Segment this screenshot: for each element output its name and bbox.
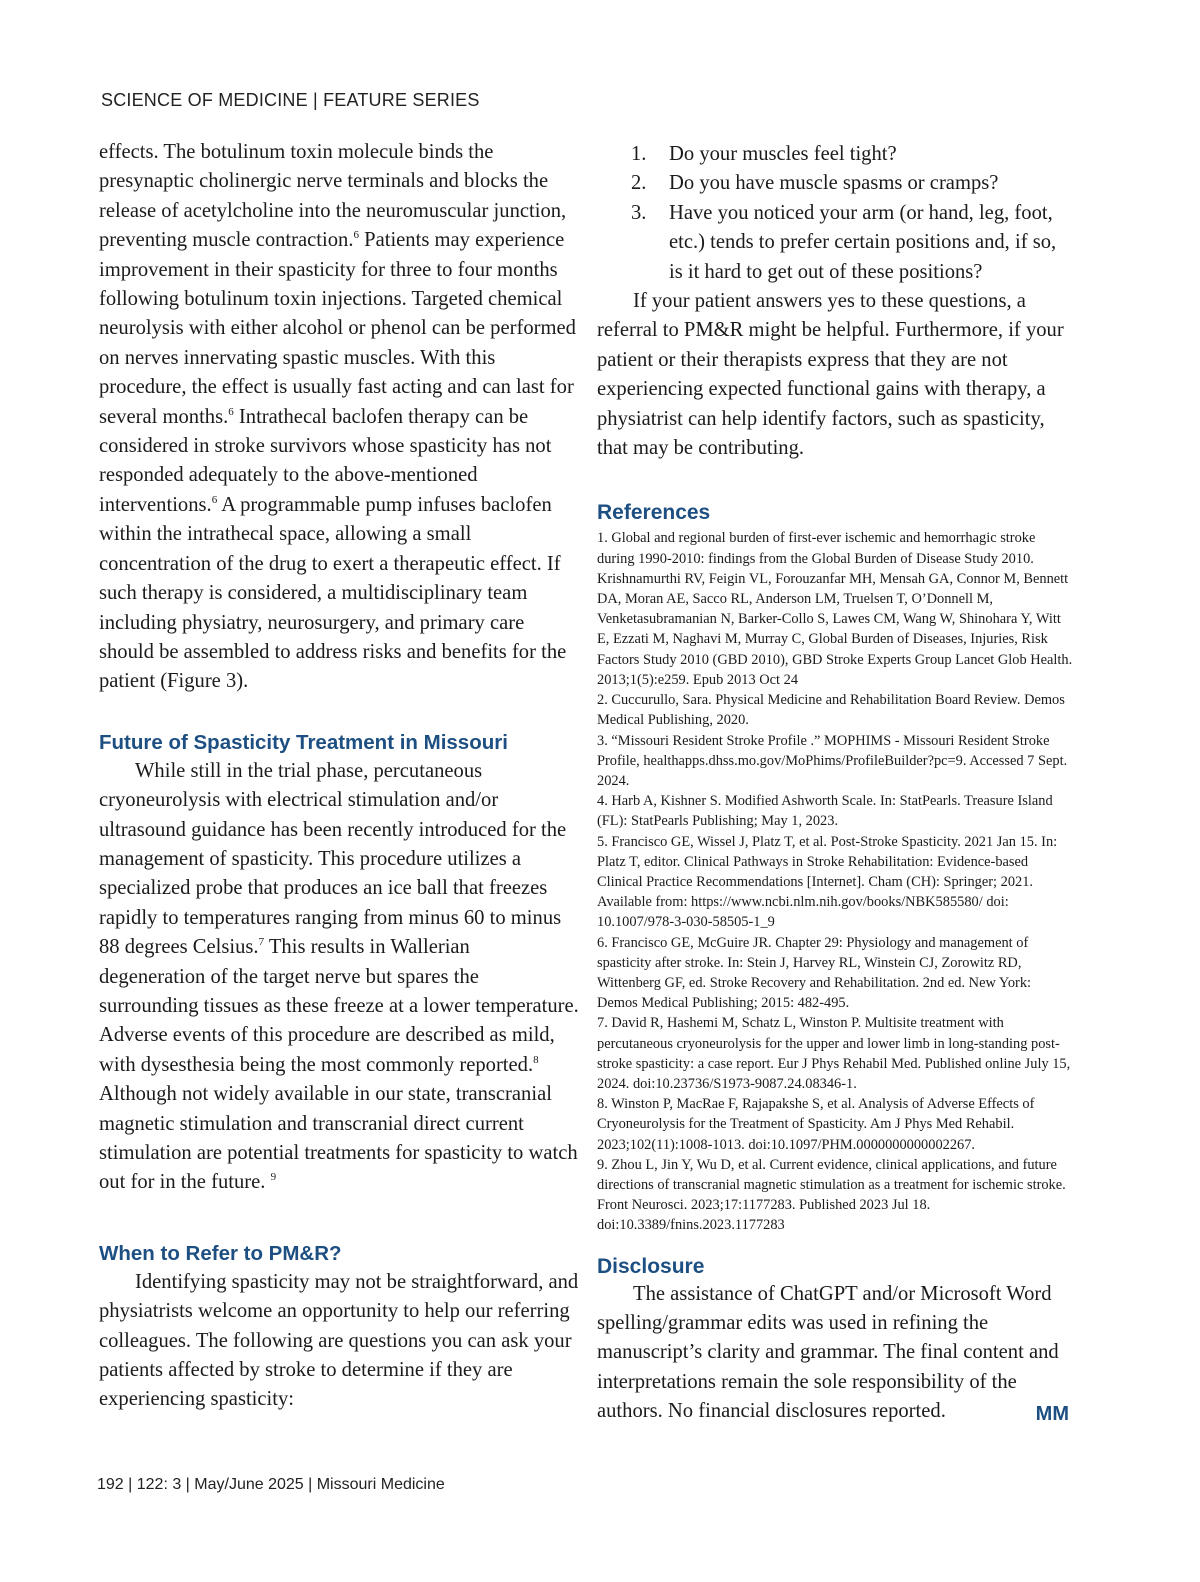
citation: 6: [353, 229, 359, 242]
citation: 6: [228, 405, 234, 418]
list-item: 1. Do your muscles feel tight?: [631, 143, 897, 165]
citation: 7: [258, 936, 265, 949]
refer-heading: When to Refer to PM&R?: [99, 1241, 342, 1265]
references-heading: References: [597, 501, 711, 525]
refer-paragraph: Identifying spasticity may not be straightforward, and physiatrists welcome an opportunity to help our referring colleagues. The following are questions you can ask your patients affected by stroke to determine if they are experiencing spasticity:: [99, 1270, 579, 1411]
referral-paragraph: If your patient answers yes to these questions, a referral to PM&R might be helpful. Furthermore, if your patient or their therapists express that they are not experiencing expected functional gains with therapy, a physiatrist can help identify factors, such as spasticity, that may be contributing.: [597, 290, 1064, 460]
reference-item: 2. Cuccurullo, Sara. Physical Medicine and Rehabilitation Board Review. Demos Medical Publishing, 2020.: [597, 692, 1065, 729]
reference-item: 4. Harb A, Kishner S. Modified Ashworth Scale. In: StatPearls. Treasure Island (FL): StatPearls Publishing; May 1, 2023.: [597, 793, 1053, 830]
end-mark: MM: [1035, 1402, 1069, 1425]
reference-item: 3. “Missouri Resident Stroke Profile .” MOPHIMS - Missouri Resident Stroke Profile, healthapps.dhss.mo.gov/MoPhims/ProfileBuilder?pc=9. Accessed 7 Sept. 2024.: [597, 732, 1068, 789]
future-paragraph: While still in the trial phase, percutaneous cryoneurolysis with electrical stimulation and/or ultrasound guidance has been recently introduced for the management of spasticity. This procedure utilizes a specialized probe that produces an ice ball that freezes rapidly to temperatures ranging from minus 60 to minus 88 degrees Celsius.$^7$ This results in Wallerian degeneration of the target nerve but spares the surrounding tissues as these freeze at a lower temperature. Adverse events of this procedure are described as mild, with dysesthesia being the most commonly reported.$^8$ Although not widely available in our state, transcranial magnetic stimulation and transcranial direct current stimulation are potential treatments for spasticity to watch out for in the future. $^9$: [99, 759, 579, 1194]
disclosure-heading: Disclosure: [597, 1254, 705, 1278]
page-footer: 192 | 122: 3 | May/June 2025 | Missouri Medicine: [97, 1476, 445, 1493]
disclosure-block: [597, 1280, 1075, 1427]
reference-item: 6. Francisco GE, McGuire JR. Chapter 29: Physiology and management of spasticity after stroke. In: Stein J, Harvey RL, Winstein CJ, Zorowitz RD, Wittenberg GF, ed. Stroke Recovery and Rehabilitation. 2nd ed. New York: Demos Medical Publishing; 2015: 482-495.: [597, 934, 1032, 1012]
reference-item: 9. Zhou L, Jin Y, Wu D, et al. Current evidence, clinical applications, and future directions of transcranial magnetic stimulation as a treatment for ischemic stroke. Front Neurosci. 2023;17:1177283. Published 2023 Jul 18. doi:10.3389/fnins.2023.1177283: [597, 1156, 1066, 1234]
disclosure-paragraph: The assistance of ChatGPT and/or Microsoft Word spelling/grammar edits was used in refining the manuscript’s clarity and grammar. The final content and interpretations remain the sole responsibility of the authors. No financial disclosures reported.: [597, 1282, 1059, 1423]
reference-item: 5. Francisco GE, Wissel J, Platz T, et al. Post-Stroke Spasticity. 2021 Jan 15. In: Platz T, editor. Clinical Pathways in Stroke Rehabilitation: Evidence-based Clinical Practice Recommendations [Internet]. Cham (CH): Springer; 2021. Available from: https://www.ncbi.nlm.nih.gov/books/NBK585580/ doi: 10.1007/978-3-030-58505-1_9: [597, 833, 1058, 931]
list-item: 3. Have you noticed your arm (or hand, leg, foot, etc.) tends to prefer certain positions and, if so, is it hard to get out of these positions?: [631, 201, 1057, 283]
botulinum-paragraph: effects. The botulinum toxin molecule binds the presynaptic cholinergic nerve terminals and blocks the release of acetylcholine into the neuromuscular junction, preventing muscle contraction.$^6$ Patients may experience improvement in their spasticity for three to four months following botulinum toxin injections. Targeted chemical neurolysis with either alcohol or phenol can be performed on nerves innervating spastic muscles. With this procedure, the effect is usually fast acting and can last for several months.$^6$ Intrathecal baclofen therapy can be considered in stroke survivors whose spasticity has not responded adequately to the above-mentioned interventions.$^6$ A programmable pump infuses baclofen within the intrathecal space, allowing a small concentration of the drug to exert a therapeutic effect. If such therapy is considered, a multidisciplinary team including physiatry, neurosurgery, and primary care should be assembled to address risks and benefits for the patient (Figure 3).: [99, 141, 576, 693]
page-header: SCIENCE OF MEDICINE | FEATURE SERIES: [101, 90, 480, 110]
citation: 9: [270, 1171, 277, 1184]
citation: 8: [533, 1053, 539, 1066]
reference-item: 7. David R, Hashemi M, Schatz L, Winston P. Multisite treatment with percutaneous cryoneurolysis for the upper and lower limb in long-standing post-stroke spasticity: a case report. Eur J Phys Rehabil Med. Published online July 15, 2024. doi:10.23736/S1973-9087.24.08346-1.: [597, 1015, 1071, 1092]
references-list: [597, 528, 1075, 1235]
reference-item: 8. Winston P, MacRae F, Rajapakshe S, et al. Analysis of Adverse Effects of Cryoneurolysis for the Treatment of Spasticity. Am J Phys Med Rehabil. 2023;102(11):1008-1013. doi:10.1097/PHM.0000000000002267.: [597, 1096, 1035, 1153]
list-item: 2. Do you have muscle spasms or cramps?: [631, 172, 999, 195]
citation: 6: [211, 493, 218, 506]
right-column: [597, 140, 1075, 1427]
reference-item: 1. Global and regional burden of first-ever ischemic and hemorrhagic stroke during 1990-2010: findings from the Global Burden of Disease Study 2010. Krishnamurthi RV, Feigin VL, Forouzanfar MH, Mensah GA, Connor M, Bennett DA, Moran AE, Sacco RL, Anderson LM, Truelsen T, O’Donnell M, Venketasubramanian N, Barker-Collo S, Lawes CM, Wang W, Shinohara Y, Witt E, Ezzati M, Naghavi M, Murray C, Global Burden of Diseases, Injuries, Risk Factors Study 2010 (GBD 2010), GBD Stroke Experts Group Lancet Glob Health. 2013;1(5):e259. Epub 2013 Oct 24: [597, 530, 1073, 688]
left-column: [99, 138, 579, 1415]
future-heading: Future of Spasticity Treatment in Missouri: [99, 730, 508, 754]
question-list: [597, 140, 1075, 287]
